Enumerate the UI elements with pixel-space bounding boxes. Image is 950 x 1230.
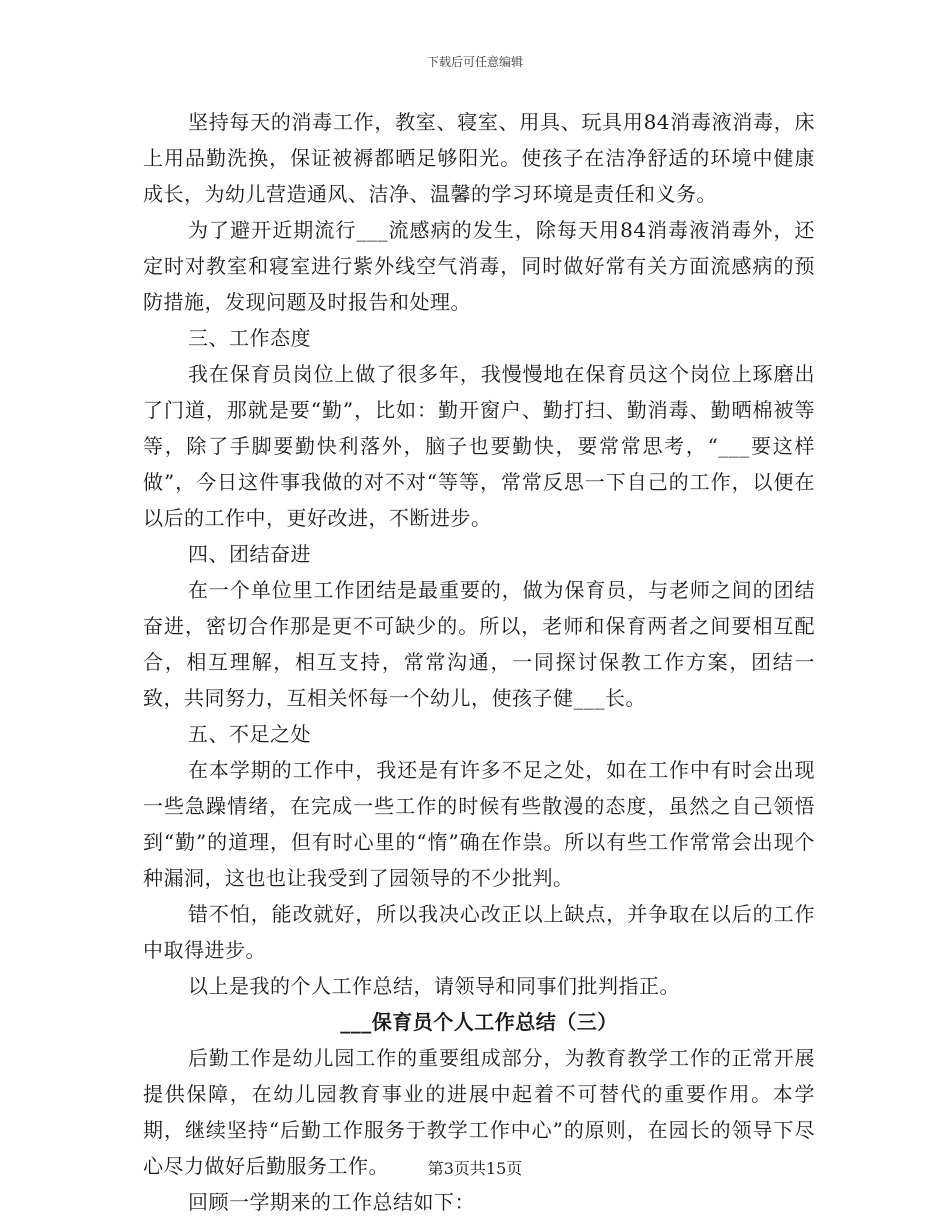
- section-heading-attitude: 三、工作态度: [188, 326, 311, 350]
- paragraph-teamwork: 在一个单位里工作团结是最重要的，做为保育员，与老师之间的团结奋进，密切合作那是更不可缺少的。所以，老师和保育两者之间要相互配合，相互理解，相互支持，常常沟通，一同探讨保教工作方案，团结一致，共同努力，互相关怀每一个幼儿，使孩子健___长。: [143, 578, 815, 710]
- paragraph-attitude: 我在保育员岗位上做了很多年，我慢慢地在保育员这个岗位上琢磨出了门道，那就是要“勤”，比如：勤开窗户、勤打扫、勤消毒、勤晒棉被等等，除了手脚要勤快利落外，脑子也要勤快，要常常思考，“___要这样做”，今日这件事我做的对不对“等等，常常反思一下自己的工作，以便在以后的工作中，更好改进，不断进步。: [143, 362, 815, 530]
- paragraph-flu-prevention: 为了避开近期流行___流感病的发生，除每天用84消毒液消毒外，还定时对教室和寝室进行紫外线空气消毒，同时做好常有关方面流感病的预防措施，发现问题及时报告和处理。: [143, 218, 815, 314]
- paragraph-closing: 以上是我的个人工作总结，请领导和同事们批判指正。: [188, 974, 680, 998]
- document-body: [143, 104, 815, 1220]
- page-number: 第3页共15页: [427, 1159, 523, 1178]
- section-title: ___保育员个人工作总结（三）: [340, 1010, 618, 1034]
- paragraph-disinfection: 坚持每天的消毒工作，教室、寝室、用具、玩具用84消毒液消毒，床上用品勤洗换，保证被褥都晒足够阳光。使孩子在洁净舒适的环境中健康成长，为幼儿营造通风、洁净、温馨的学习环境是责任和义务。: [143, 110, 815, 206]
- section-heading-teamwork: 四、团结奋进: [188, 542, 311, 566]
- paragraph-review: 回顾一学期来的工作总结如下：: [188, 1190, 475, 1214]
- section-heading-shortcomings: 五、不足之处: [188, 722, 311, 746]
- page-header: 下载后可任意编辑: [426, 55, 523, 69]
- paragraph-shortcomings: 在本学期的工作中，我还是有许多不足之处，如在工作中有时会出现一些急躁情绪，在完成一些工作的时候有些散漫的态度，虽然之自己领悟到“勤”的道理，但有时心里的“惰”确在作祟。所以有些工作常常会出现个种漏洞，这也也让我受到了园领导的不少批判。: [143, 758, 815, 890]
- paragraph-logistics-intro: 后勤工作是幼儿园工作的重要组成部分，为教育教学工作的正常开展提供保障，在幼儿园教育事业的进展中起着不可替代的重要作用。本学期，继续坚持“后勤工作服务于教学工作中心”的原则，在园长的领导下尽心尽力做好后勤服务工作。: [143, 1046, 815, 1178]
- paragraph-improvement: 错不怕，能改就好，所以我决心改正以上缺点，并争取在以后的工作中取得进步。: [143, 902, 815, 962]
